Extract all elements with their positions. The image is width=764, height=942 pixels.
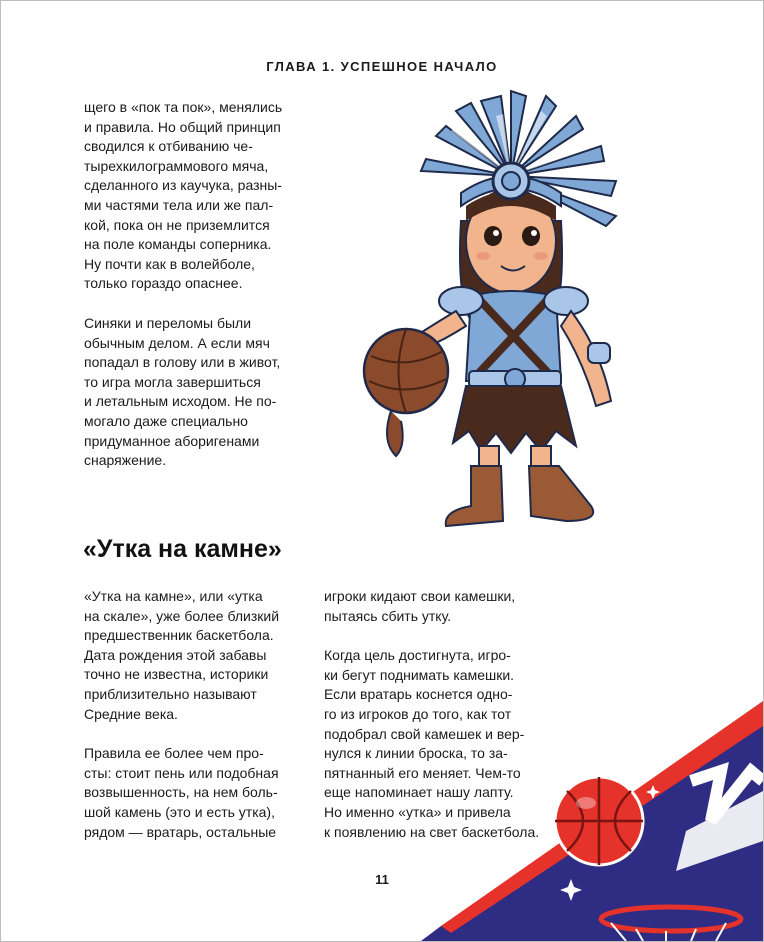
- text-line: щего в «пок та пок», менялись: [84, 99, 283, 115]
- text-line: и правила. Но общий принцип: [84, 118, 281, 135]
- text-line: пытаясь сбить утку.: [324, 607, 452, 624]
- intro-paragraph-2: [84, 314, 324, 471]
- text-line: кой, пока он не приземлится: [84, 216, 270, 233]
- left-column: [84, 587, 304, 862]
- text-line: «Утка на камне», или «утка: [84, 588, 263, 604]
- text-line: придуманное аборигенами: [84, 432, 260, 449]
- intro-paragraph-1: [84, 98, 324, 294]
- text-line: Если вратарь коснется одно-: [324, 686, 513, 703]
- text-line: попадал в голову или в живот,: [84, 354, 281, 371]
- text-line: предшественник баскетбола.: [84, 627, 274, 644]
- text-line: сводился к отбиванию че-: [84, 138, 253, 155]
- text-line: на поле команды соперника.: [84, 236, 272, 253]
- text-line: Ну почти как в волейболе,: [84, 255, 255, 272]
- text-line: Дата рождения этой забавы: [84, 646, 267, 663]
- text-line: Средние века.: [84, 705, 178, 722]
- text-line: пятнанный его меняет. Чем-то: [324, 764, 521, 781]
- text-line: еще напоминает нашу лапту.: [324, 784, 514, 801]
- text-line: го из игроков до того, как тот: [324, 705, 512, 722]
- text-line: рядом — вратарь, остальные: [84, 823, 277, 840]
- text-line: к появлению на свет баскетбола.: [324, 823, 540, 840]
- text-line: Когда цель достигнута, игро-: [324, 647, 511, 664]
- text-line: сты: стоит пень или подобная: [84, 764, 279, 781]
- text-line: Синяки и переломы были: [84, 314, 252, 331]
- native-boy-with-ball-illustration: [361, 81, 661, 541]
- text-line: могало даже специально: [84, 412, 248, 429]
- right-paragraph-1: [324, 587, 554, 626]
- text-line: сделанного из каучука, разны-: [84, 177, 282, 194]
- text-line: шой камень (это и есть утка),: [84, 803, 275, 820]
- left-paragraph-1: [84, 587, 304, 724]
- running-head: ГЛАВА 1. УСПЕШНОЕ НАЧАЛО: [266, 59, 498, 74]
- text-line: нулся к линии броска, то за-: [324, 745, 508, 762]
- text-line: на скале», уже более близкий: [84, 607, 280, 624]
- text-line: Но именно «утка» и привела: [324, 803, 511, 820]
- text-line: ки бегут поднимать камешки.: [324, 666, 515, 683]
- text-line: ми частями тела или же пал-: [84, 196, 274, 213]
- text-line: тырехкилограммового мяча,: [84, 157, 269, 174]
- text-line: игроки кидают свои камешки,: [324, 588, 516, 604]
- text-line: и летальным исходом. Не по-: [84, 393, 277, 410]
- text-line: снаряжение.: [84, 452, 167, 469]
- text-line: то игра могла завершиться: [84, 373, 261, 390]
- text-line: обычным делом. А если мяч: [84, 334, 270, 351]
- page-number: 11: [375, 872, 389, 887]
- text-line: Правила ее более чем про-: [84, 745, 264, 762]
- text-line: подобрал свой камешек и вер-: [324, 725, 525, 742]
- left-paragraph-2: [84, 744, 304, 842]
- text-line: возвышенность, на нем боль-: [84, 784, 278, 801]
- section-heading: «Утка на камне»: [83, 535, 282, 563]
- intro-text: [84, 98, 324, 491]
- text-line: приблизительно называют: [84, 685, 257, 702]
- text-line: точно не известна, историки: [84, 666, 269, 683]
- basketball-corner-decoration: [421, 701, 763, 941]
- leather-ball-icon: [364, 329, 448, 456]
- basketball-icon: [555, 777, 643, 865]
- text-line: только гораздо опаснее.: [84, 275, 243, 292]
